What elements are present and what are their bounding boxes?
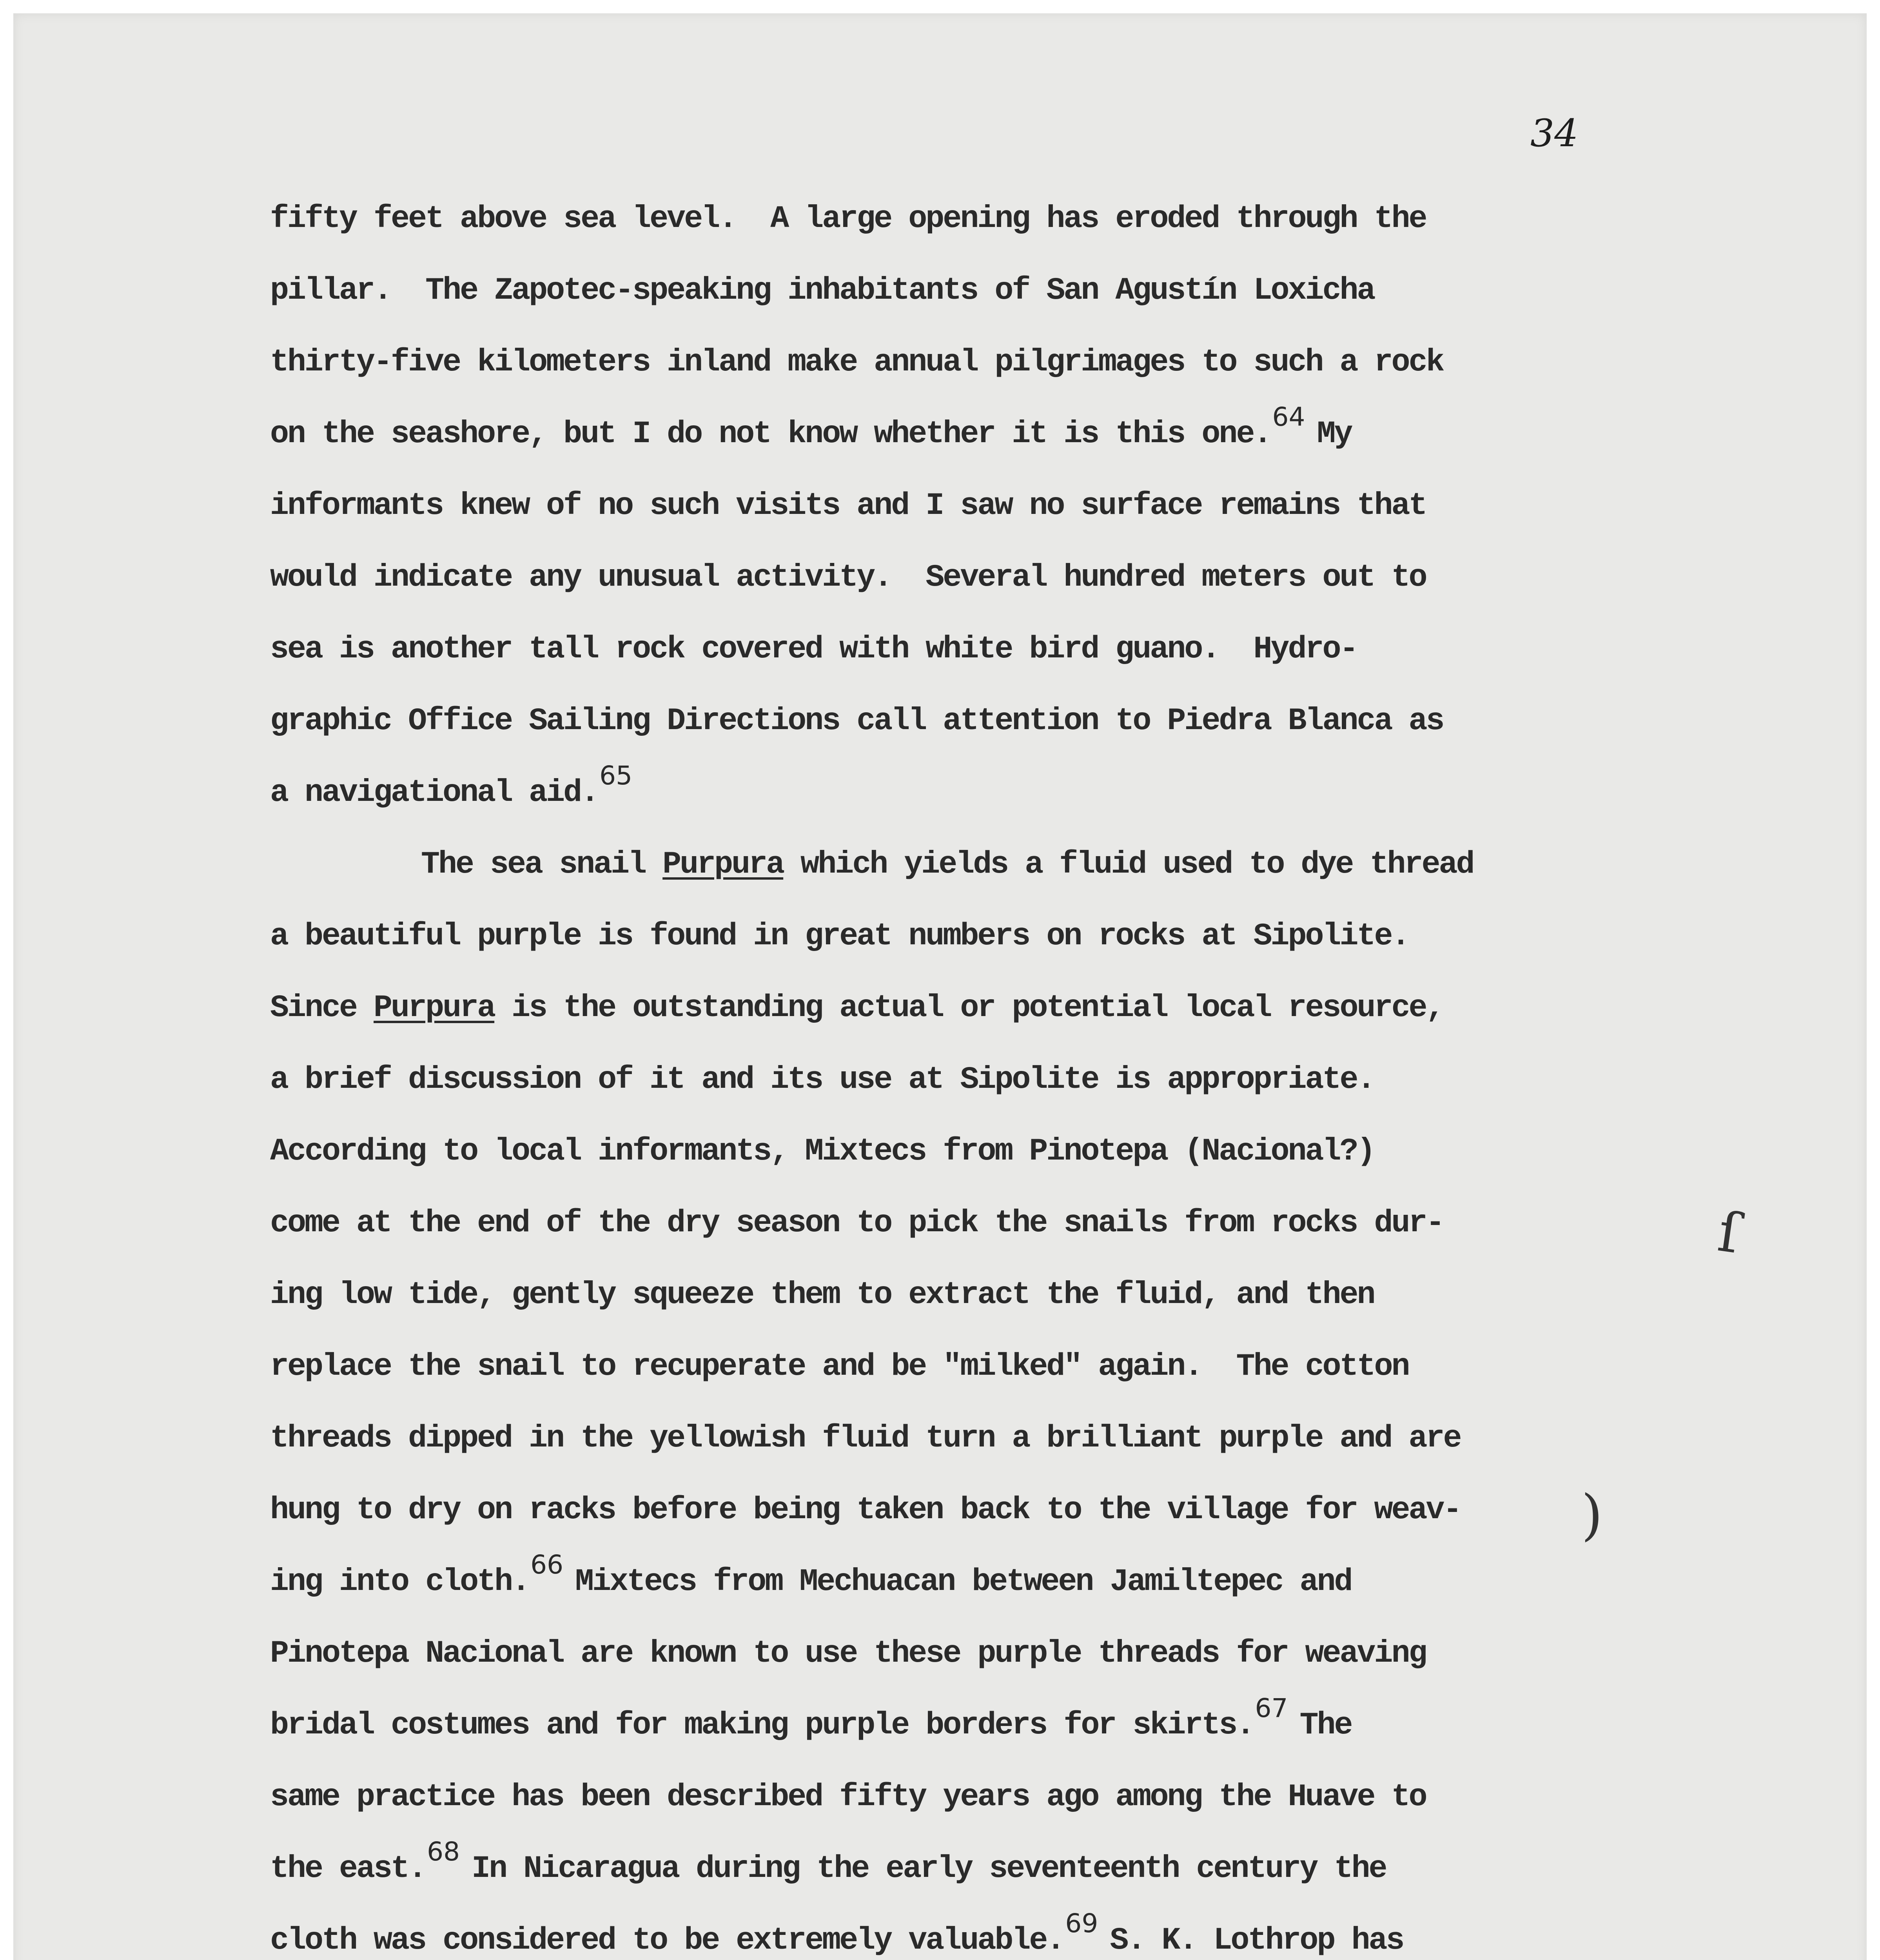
paragraph-1 bbox=[270, 190, 1564, 835]
document-page bbox=[13, 13, 1867, 1960]
footnote-ref-66: 66 bbox=[530, 1550, 564, 1580]
footnote-ref-65: 65 bbox=[599, 760, 633, 791]
text-line: The sea snail Purpura which yields a fluid used to dye thread bbox=[421, 847, 1474, 882]
text-line: same practice has been described fifty years ago among the Huave to bbox=[270, 1779, 1426, 1815]
text-line: Since Purpura is the outstanding actual or potential local resource, bbox=[270, 990, 1443, 1026]
text-line: would indicate any unusual activity. Several hundred meters out to bbox=[270, 560, 1426, 595]
text-line: hung to dry on racks before being taken back to the village for weav- bbox=[270, 1492, 1461, 1528]
underlined-term: Purpura bbox=[662, 847, 784, 882]
text-line: thirty-five kilometers inland make annual pilgrimages to such a rock bbox=[270, 345, 1443, 380]
underlined-term: Purpura bbox=[374, 990, 495, 1026]
text-line: According to local informants, Mixtecs from Pinotepa (Nacional?) bbox=[270, 1134, 1374, 1169]
text-line: bridal costumes and for making purple borders for skirts.$^{67}$ The bbox=[270, 1693, 1352, 1743]
footnote-ref-64: 64 bbox=[1272, 402, 1305, 432]
text-line: replace the snail to recuperate and be "milked" again. The cotton bbox=[270, 1349, 1409, 1385]
text-line: cloth was considered to be extremely valuable.$^{69}$ S. K. Lothrop has bbox=[270, 1908, 1403, 1958]
text-line: ing into cloth.$^{66}$ Mixtecs from Mechuacan between Jamiltepec and bbox=[270, 1550, 1352, 1600]
text-line: on the seashore, but I do not know whether it is this one.$^{64}$ My bbox=[270, 402, 1352, 452]
margin-mark: ſ bbox=[1714, 1200, 1743, 1266]
text-line: a navigational aid.$^{65}$ bbox=[270, 760, 633, 811]
text-line: the east.$^{68}$ In Nicaragua during the early seventeenth century the bbox=[270, 1837, 1386, 1887]
text-line: come at the end of the dry season to pick the snails from rocks dur- bbox=[270, 1205, 1443, 1241]
text-line: a beautiful purple is found in great numbers on rocks at Sipolite. bbox=[270, 918, 1409, 954]
text-line: sea is another tall rock covered with white bird guano. Hydro- bbox=[270, 632, 1357, 667]
footnote-ref-67: 67 bbox=[1255, 1693, 1288, 1723]
text-line: pillar. The Zapotec-speaking inhabitants of San Agustín Loxicha bbox=[270, 273, 1374, 309]
text-line: informants knew of no such visits and I saw no surface remains that bbox=[270, 488, 1426, 524]
footnote-ref-69: 69 bbox=[1065, 1908, 1098, 1938]
text-line: threads dipped in the yellowish fluid turn a brilliant purple and are bbox=[270, 1421, 1461, 1456]
margin-mark: ) bbox=[1581, 1483, 1603, 1547]
text-line: a brief discussion of it and its use at Sipolite is appropriate. bbox=[270, 1062, 1374, 1098]
text-line: graphic Office Sailing Directions call attention to Piedra Blanca as bbox=[270, 703, 1443, 739]
footnote-ref-68: 68 bbox=[427, 1837, 460, 1867]
text-line: fifty feet above sea level. A large opening has eroded through the bbox=[270, 201, 1426, 237]
page-number: 34 bbox=[1530, 111, 1579, 155]
paragraph-2 bbox=[270, 835, 1564, 1960]
body-text bbox=[270, 190, 1564, 1960]
text-line: ing low tide, gently squeeze them to extract the fluid, and then bbox=[270, 1277, 1374, 1313]
text-line: Pinotepa Nacional are known to use these purple threads for weaving bbox=[270, 1636, 1426, 1671]
